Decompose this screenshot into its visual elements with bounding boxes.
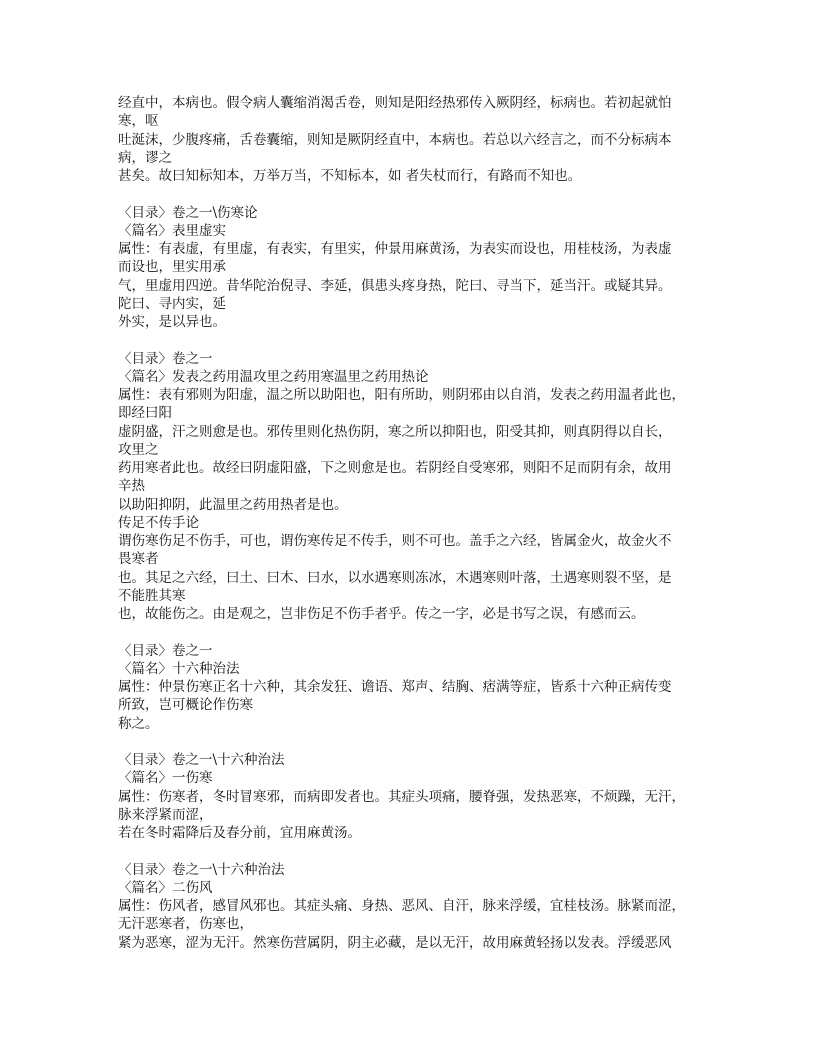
text-block xyxy=(118,94,718,185)
text-line: 以助阳抑阴，此温里之药用热者是也。 xyxy=(118,496,348,513)
text-line: 〈篇名〉一伤寒 xyxy=(118,770,213,787)
text-line: 外实，是以异也。 xyxy=(118,314,226,330)
text-line: 药用寒者此也。故经曰阴虚阳盛，下之则愈是也。若阴经自受寒邪，则阳不足而阴有余，故用 xyxy=(118,460,672,476)
text-line: 〈目录〉卷之一 xyxy=(118,350,213,367)
text-line: 属性：伤风者，感冒风邪也。其症头痛、身热、恶风、自汗，脉来浮缓，宜桂枝汤。脉紧而涩， xyxy=(118,898,685,914)
text-line: 吐涎沫，少腹疼痛，舌卷囊缩，则知是厥阴经直中，本病也。若总以六经言之，而不分标病本 xyxy=(118,131,672,148)
text-line: 气，里虚用四逆。昔华陀治倪寻、李延，俱患头疼身热，陀曰、寻当下，延当汗。或疑其异。 xyxy=(118,277,672,294)
text-line: 属性：表有邪则为阳虚，温之所以助阳也，阳有所助，则阴邪由以自消，发表之药用温者此也， xyxy=(118,387,685,403)
text-line: 而设也，里实用承 xyxy=(118,259,226,276)
text-line: 辛热 xyxy=(118,478,145,495)
text-line: 〈篇名〉十六种治法 xyxy=(118,660,240,677)
text-line: 〈篇名〉发表之药用温攻里之药用寒温里之药用热论 xyxy=(118,368,429,385)
text-line: 陀曰、寻内实，延 xyxy=(118,295,226,312)
text-line: 甚矣。故曰知标知本，万举万当，不知标本，如 者失杖而行，有路而不知也。 xyxy=(118,168,582,184)
text-line: 虚阴盛，汗之则愈是也。邪传里则化热伤阴，寒之所以抑阳也，阳受其抑，则真阴得以自长， xyxy=(118,423,672,440)
text-block xyxy=(118,751,718,842)
text-line: 谓伤寒伤足不伤手，可也，谓伤寒传足不传手，则不可也。盖手之六经，皆属金火，故金火不 xyxy=(118,533,672,549)
text-line: 属性：有表虚，有里虚，有表实，有里实，仲景用麻黄汤，为表实而设也，用桂枝汤，为表虚 xyxy=(118,241,672,257)
text-line: 称之。 xyxy=(118,715,159,732)
text-line: 也。其足之六经，曰土、曰木、曰水，以水遇寒则冻冰，木遇寒则叶落，土遇寒则裂不坚，是 xyxy=(118,569,672,586)
text-line: 传足不传手论 xyxy=(118,514,199,531)
text-block xyxy=(118,204,718,332)
text-line: 经直中，本病也。假令病人囊缩消渴舌卷，则知是阳经热邪传入厥阴经，标病也。若初起就怕 xyxy=(118,95,672,111)
text-line: 畏寒者 xyxy=(118,551,159,568)
text-line: 也，故能伤之。由是观之，岂非伤足不伤手者乎。传之一字，必是书写之误，有感而云。 xyxy=(118,606,645,622)
text-line: 属性：仲景伤寒正名十六种，其余发狂、谵语、郑声、结胸、痞满等症，皆系十六种正病传变 xyxy=(118,679,672,695)
text-line: 寒，呕 xyxy=(118,113,159,130)
text-line: 〈目录〉卷之一 xyxy=(118,642,213,659)
text-line: 脉来浮紧而涩， xyxy=(118,806,213,823)
text-line: 紧为恶寒，涩为无汗。然寒伤营属阴，阴主必藏，是以无汗，故用麻黄轻扬以发表。浮缓恶风 xyxy=(118,934,672,951)
document-page xyxy=(118,94,718,970)
text-line: 〈篇名〉表里虚实 xyxy=(118,222,226,239)
text-line: 所致，岂可概论作伤寒 xyxy=(118,697,253,714)
text-line: 〈目录〉卷之一\伤寒论 xyxy=(118,204,258,221)
text-line: 不能胜其寒 xyxy=(118,587,186,604)
text-block xyxy=(118,861,718,952)
text-line: 即经曰阳 xyxy=(118,405,172,422)
text-line: 攻里之 xyxy=(118,441,159,458)
text-line: 〈篇名〉二伤风 xyxy=(118,879,213,896)
text-line: 若在冬时霜降后及春分前，宜用麻黄汤。 xyxy=(118,825,361,841)
text-line: 病，谬之 xyxy=(118,149,172,166)
text-block xyxy=(118,642,718,733)
text-line: 无汗恶寒者，伤寒也， xyxy=(118,916,253,933)
text-line: 〈目录〉卷之一\十六种治法 xyxy=(118,861,285,878)
text-block xyxy=(118,350,718,624)
text-line: 属性：伤寒者，冬时冒寒邪，而病即发者也。其症头项痛，腰脊强，发热恶寒，不烦躁，无汗， xyxy=(118,788,685,805)
text-line: 〈目录〉卷之一\十六种治法 xyxy=(118,752,285,768)
